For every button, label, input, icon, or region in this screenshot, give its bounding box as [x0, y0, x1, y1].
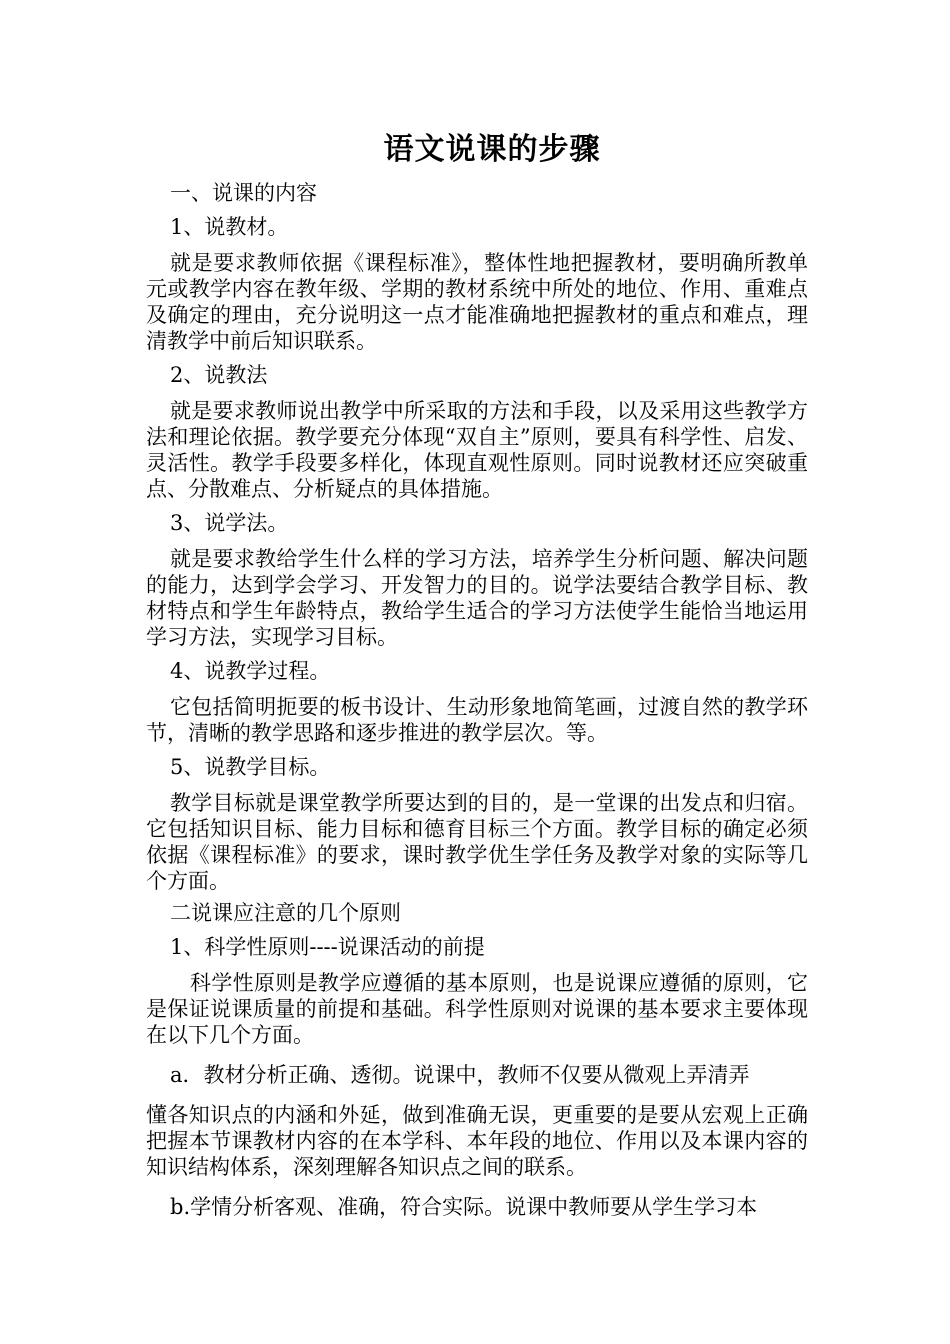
section-heading: 二说课应注意的几个原则 — [170, 901, 401, 925]
subsection-heading: 1、科学性原则----说课活动的前提 — [170, 935, 485, 959]
paragraph: 就是要求教师说出教学中所采取的方法和手段，以及采用这些教学方法和理论依据。教学要充分体现“双自主”原则，要具有科学性、启发、灵活性。教学手段要多样化，体现直观性原则。同时说教材还应突破重点、分散难点、分析疑点的具体措施。 — [146, 399, 808, 501]
paragraph: a．教材分析正确、透彻。说课中，教师不仅要从微观上弄清弄 — [170, 1063, 750, 1087]
subsection-heading: 2、说教法 — [170, 363, 268, 387]
subsection-heading: 5、说教学目标。 — [170, 755, 331, 779]
section-heading: 一、说课的内容 — [170, 181, 317, 205]
document-title: 语文说课的步骤 — [383, 132, 601, 167]
document-page — [146, 128, 808, 1226]
subsection-heading: 3、说学法。 — [170, 511, 289, 535]
paragraph: 就是要求教师依据《课程标准》，整体性地把握教材，要明确所教单元或教学内容在教年级、学期的教材系统中所处的地位、作用、重难点及确定的理由，充分说明这一点才能准确地把握教材的重点和难点，理清教学中前后知识联系。 — [146, 251, 808, 353]
paragraph: 教学目标就是课堂教学所要达到的目的，是一堂课的出发点和归宿。它包括知识目标、能力目标和德育目标三个方面。教学目标的确定必须依据《课程标准》的要求，课时教学优生学任务及教学对象的实际等几个方面。 — [146, 791, 808, 893]
paragraph: 科学性原则是教学应遵循的基本原则，也是说课应遵循的原则，它是保证说课质量的前提和基础。科学性原则对说课的基本要求主要体现在以下几个方面。 — [146, 971, 808, 1047]
paragraph: 它包括简明扼要的板书设计、生动形象地简笔画，过渡自然的教学环节，清晰的教学思路和逐步推进的教学层次。等。 — [146, 695, 808, 745]
paragraph: 就是要求教给学生什么样的学习方法，培养学生分析问题、解决问题的能力，达到学会学习、开发智力的目的。说学法要结合教学目标、教材特点和学生年龄特点，教给学生适合的学习方法使学生能恰当地运用学习方法，实现学习目标。 — [146, 547, 808, 649]
subsection-heading: 4、说教学过程。 — [170, 659, 331, 683]
paragraph: 懂各知识点的内涵和外延，做到准确无误，更重要的是要从宏观上正确把握本节课教材内容的在本学科、本年段的地位、作用以及本课内容的知识结构体系，深刻理解各知识点之间的联系。 — [146, 1103, 808, 1179]
paragraph: b.学情分析客观、准确，符合实际。说课中教师要从学生学习本 — [170, 1195, 758, 1219]
subsection-heading: 1、说教材。 — [170, 215, 289, 239]
